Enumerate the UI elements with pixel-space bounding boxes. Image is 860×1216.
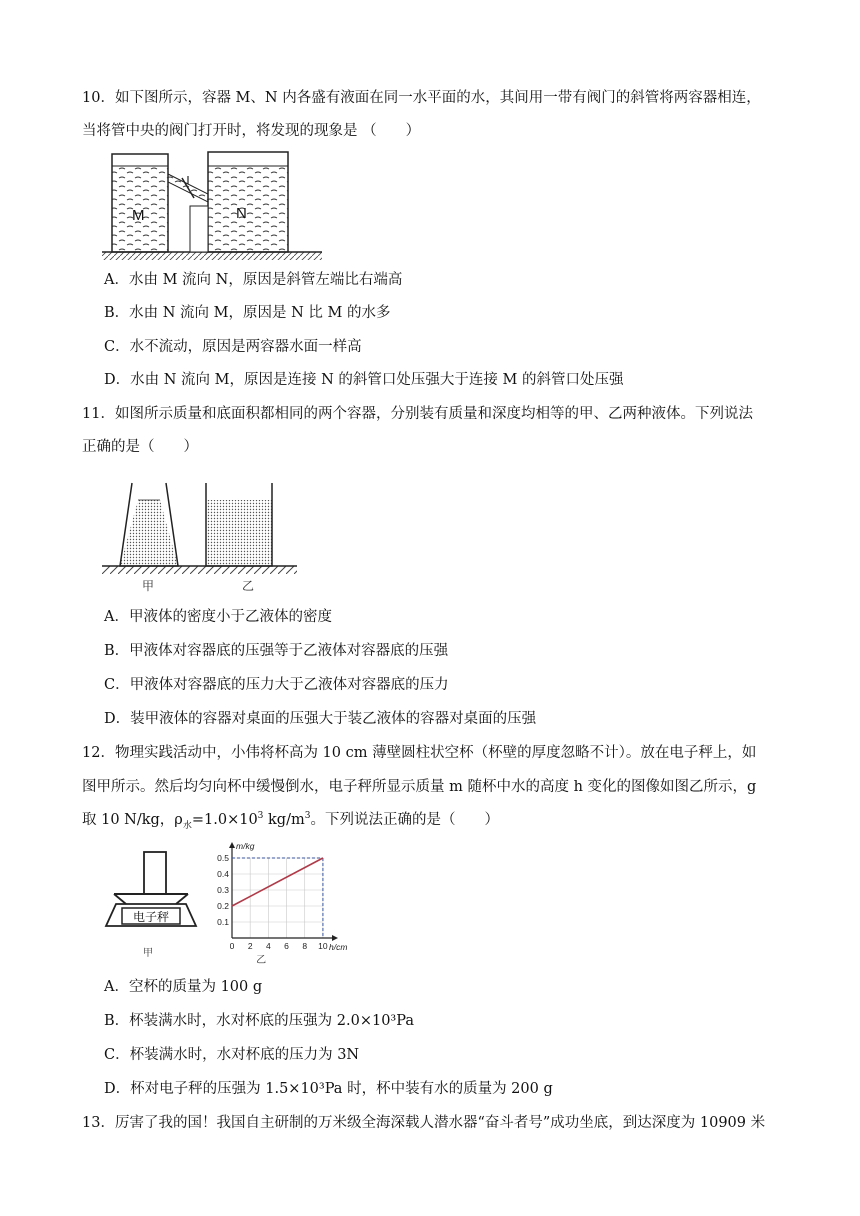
chart-x-tick-label: 2 bbox=[247, 941, 253, 951]
q12-label-jia: 甲 bbox=[143, 948, 153, 959]
q12-stem-line3: 取 10 N/kg，$\rho_水=1.0\times 10^3$ $kg/m^3$。下列说法正确的是（ ） bbox=[82, 811, 499, 831]
q10-label-m: M bbox=[132, 207, 145, 224]
chart-x-axis-label: h/cm bbox=[329, 942, 348, 952]
q11-label-yi: 乙 bbox=[242, 579, 255, 593]
chart-x-tick-label: 6 bbox=[284, 941, 289, 951]
q10-option-c: C．水不流动，原因是两容器水面一样高 bbox=[104, 339, 362, 355]
q10-option-b: B．水由 N 流向 M，原因是 N 比 M 的水多 bbox=[104, 305, 391, 321]
q11-stem-line1: 11．如图所示质量和底面积都相同的两个容器，分别装有质量和深度均相等的甲、乙两种液体。下列说法 bbox=[82, 406, 753, 422]
chart-x-arrow bbox=[332, 935, 338, 941]
q11-option-d: D．装甲液体的容器对桌面的压强大于装乙液体的容器对桌面的压强 bbox=[104, 711, 537, 727]
q10-label-n: N bbox=[236, 205, 247, 222]
q10-stem-line2: 当将管中央的阀门打开时，将发现的现象是 （ ） bbox=[82, 123, 421, 139]
q12-stem-line2: 图甲所示。然后均匀向杯中缓慢倒水，电子秤所显示质量 m 随杯中水的高度 h 变化的图像如图乙所示，g bbox=[82, 779, 757, 795]
chart-x-tick-label: 8 bbox=[302, 941, 308, 951]
q12-chart bbox=[210, 840, 348, 966]
chart-series-line bbox=[232, 858, 323, 906]
chart-y-axis-label: m/kg bbox=[236, 841, 255, 851]
q10-option-d: D．水由 N 流向 M，原因是连接 N 的斜管口处压强大于连接 M 的斜管口处压强 bbox=[104, 372, 624, 388]
chart-x-tick-label: 0 bbox=[229, 941, 235, 951]
chart-y-tick-label: 0.1 bbox=[217, 917, 229, 927]
q10-option-a: A．水由 M 流向 N，原因是斜管左端比右端高 bbox=[104, 272, 403, 288]
chart-x-tick-label: 4 bbox=[265, 941, 271, 951]
q12-option-c: C．杯装满水时，水对杯底的压力为 3N bbox=[104, 1047, 360, 1063]
chart-y-tick-label: 0.3 bbox=[217, 885, 229, 895]
chart-y-tick-label: 0.2 bbox=[217, 901, 229, 911]
q10-figure-containers bbox=[102, 148, 322, 262]
chart-y-tick-label: 0.4 bbox=[217, 869, 229, 879]
q10-stem-line1: 10．如下图所示，容器 M、N 内各盛有液面在同一水平面的水，其间用一带有阀门的斜管将两容器相连， bbox=[82, 90, 761, 106]
q12-option-b: B．杯装满水时，水对杯底的压强为 2.0×10³Pa bbox=[104, 1013, 414, 1029]
q12-option-a: A．空杯的质量为 100 g bbox=[104, 979, 263, 995]
q11-stem-line2: 正确的是（ ） bbox=[82, 439, 198, 455]
q12-scale-label: 电子秤 bbox=[132, 910, 170, 924]
q11-option-b: B．甲液体对容器底的压强等于乙液体对容器底的压强 bbox=[104, 643, 449, 659]
chart-y-arrow bbox=[229, 842, 235, 848]
chart-x-tick-label: 10 bbox=[318, 941, 328, 951]
q12-figure-scale bbox=[100, 848, 200, 960]
q11-option-a: A．甲液体的密度小于乙液体的密度 bbox=[104, 609, 332, 625]
q13-stem-line1: 13．厉害了我的国！我国自主研制的万米级全海深载人潜水器“奋斗者号”成功坐底，到达深度为 10909 米 bbox=[82, 1115, 766, 1131]
q11-option-c: C．甲液体对容器底的压力大于乙液体对容器底的压力 bbox=[104, 677, 449, 693]
q11-figure-containers bbox=[102, 478, 297, 596]
chart-y-tick-label: 0.5 bbox=[217, 853, 229, 863]
q12-option-d: D．杯对电子秤的压强为 1.5×10³Pa 时，杯中装有水的质量为 200 g bbox=[104, 1081, 553, 1097]
q11-label-jia: 甲 bbox=[142, 579, 155, 593]
q12-stem-line1: 12．物理实践活动中，小伟将杯高为 10 cm 薄壁圆柱状空杯（杯壁的厚度忽略不计）。放在电子秤上，如 bbox=[82, 745, 757, 761]
q12-label-yi: 乙 bbox=[256, 955, 267, 966]
